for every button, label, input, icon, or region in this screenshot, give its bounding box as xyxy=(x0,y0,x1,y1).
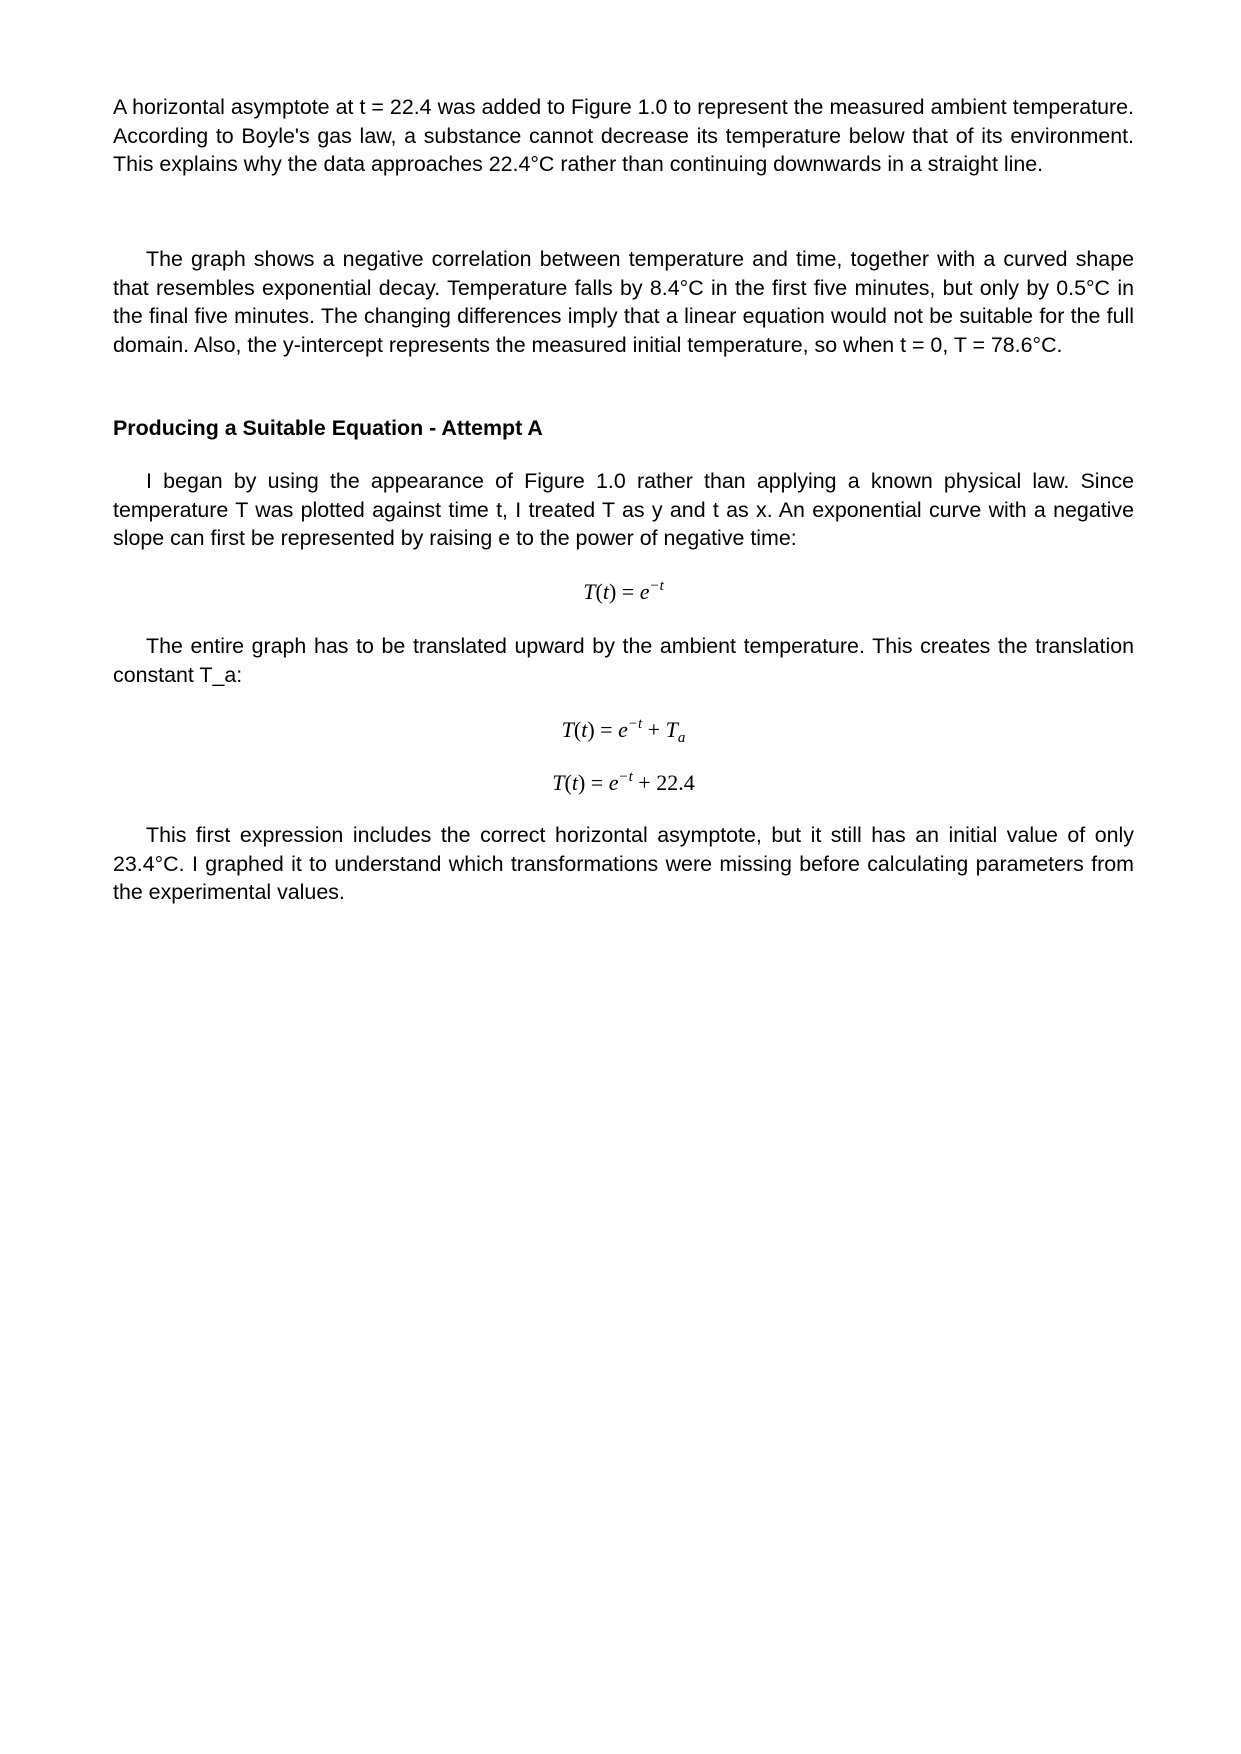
eq3-function: T xyxy=(552,770,565,795)
equation-1: $T(t) = e^{-t}$ xyxy=(583,578,664,604)
paragraph-asymptote: A horizontal asymptote at t = 22.4 was added to Figure 1.0 to represent the measured ambient temperature. According to Boyle's gas law, a substance cannot decrease its temperature below that of its environment. This explains why the data approaches 22.4°C rather than continuing downwards in a straight line. xyxy=(113,95,1134,176)
equation-2: $T(t) = e^{-t} + T_a$ xyxy=(561,716,686,746)
eq2-constant: T xyxy=(665,717,678,742)
paragraph-translation: The entire graph has to be translated upward by the ambient temperature. This creates the translation constant T_a: xyxy=(113,634,1134,687)
paragraph-graph-analysis: The graph shows a negative correlation between temperature and time, together with a curved shape that resembles exponential decay. Temperature falls by 8.4°C in the first five minutes, but only by 0.5°C in the final five minutes. The changing differences imply that a linear equation would not be suitable for the full domain. Also, the y-intercept represents the measured initial temperature, so when t = 0, T = 78.6°C. xyxy=(113,247,1134,357)
eq2-variable: t xyxy=(581,717,588,742)
eq2-constant-subscript: a xyxy=(677,730,686,746)
section-heading: Producing a Suitable Equation - Attempt A xyxy=(113,416,543,440)
eq2-base: e xyxy=(618,717,628,742)
eq3-constant: 22.4 xyxy=(656,770,695,795)
eq1-variable: t xyxy=(602,579,609,604)
eq3-variable: t xyxy=(571,770,578,795)
paragraph-method: I began by using the appearance of Figure 1.0 rather than applying a known physical law. Since temperature T was plotted against time t, I treated T as y and t as x. An exponential curve with a negative slope can first be represented by raising e to the power of negative time: xyxy=(113,469,1134,550)
eq3-exponent: −t xyxy=(618,769,633,785)
eq1-function: T xyxy=(583,579,596,604)
eq1-base: e xyxy=(639,579,650,604)
eq2-exponent: −t xyxy=(627,716,643,732)
eq2-function: T xyxy=(561,717,574,742)
paragraph-conclusion: This first expression includes the correct horizontal asymptote, but it still has an initial value of only 23.4°C. I graphed it to understand which transformations were missing before calculating parameters from the experimental values. xyxy=(113,823,1134,904)
eq1-exponent: −t xyxy=(649,578,664,594)
eq3-base: e xyxy=(608,770,619,795)
equation-3: $T(t) = e^{-t} + 22.4$ xyxy=(552,769,695,795)
